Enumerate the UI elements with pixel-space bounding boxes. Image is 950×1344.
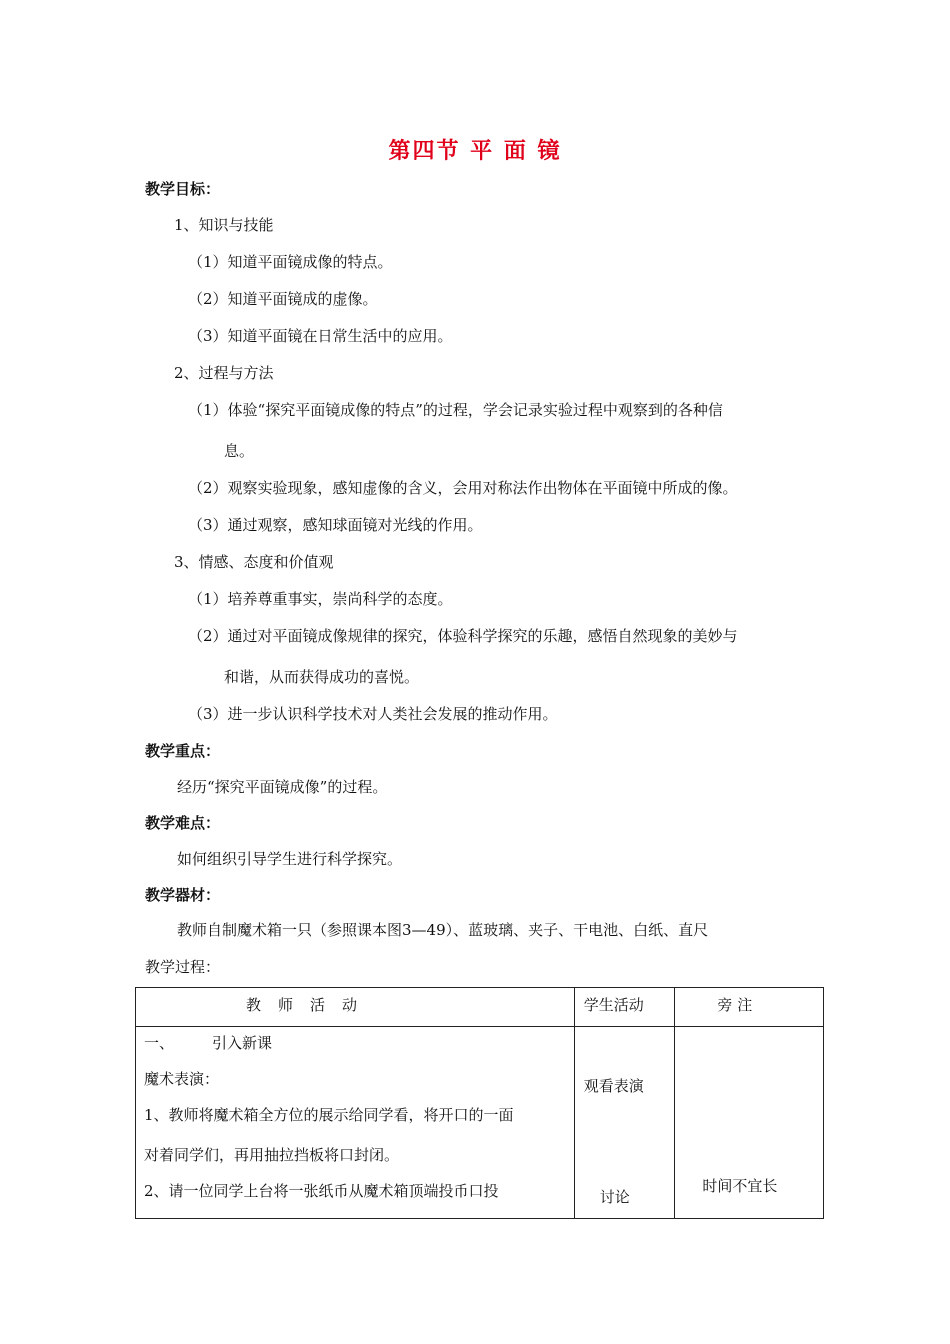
note-text: 时间不宜长 (702, 1177, 778, 1195)
process-label: 教学过程： (145, 958, 221, 976)
section1-item-2: （2）知道平面镜成的虚像。 (188, 290, 378, 308)
section3-item-3: （3）进一步认识科学技术对人类社会发展的推动作用。 (188, 705, 558, 723)
difficulty-heading: 教学难点： (145, 814, 221, 832)
section2-item-3: （3）通过观察，感知球面镜对光线的作用。 (188, 516, 483, 534)
section3-item-1: （1）培养尊重事实，崇尚科学的态度。 (188, 590, 453, 608)
section3-item-2-line1: （2）通过对平面镜成像规律的探究，体验科学探究的乐趣，感悟自然现象的美妙与 (188, 627, 738, 645)
student-activity-watch: 观看表演 (583, 1077, 644, 1095)
section1-item-1: （1）知道平面镜成像的特点。 (188, 253, 393, 271)
section-title: 引入新课 (212, 1034, 273, 1052)
section2-item-1-line1: （1）体验“探究平面镜成像的特点”的过程，学会记录实验过程中观察到的各种信 (188, 401, 723, 419)
student-activity-cell (574, 1027, 675, 1219)
teacher-line: 魔术表演： (144, 1070, 220, 1088)
page-title: 第四节 平 面 镜 (388, 138, 562, 164)
student-activity-discuss: 讨论 (599, 1188, 630, 1206)
key-point-heading: 教学重点： (145, 742, 221, 760)
teacher-line: 1、教师将魔术箱全方位的展示给同学看，将开口的一面 (144, 1106, 514, 1124)
teaching-process-table (135, 987, 824, 1219)
equipment-heading: 教学器材： (145, 886, 221, 904)
teacher-line: 对着同学们，再用抽拉挡板将口封闭。 (144, 1146, 400, 1164)
teacher-activity-cell (136, 1027, 575, 1219)
section2-heading: 2、过程与方法 (174, 364, 274, 382)
header-notes: 旁 注 (675, 988, 824, 1027)
teacher-line: 2、请一位同学上台将一张纸币从魔术箱顶端投币口投 (144, 1182, 499, 1200)
header-student-activity: 学生活动 (574, 988, 675, 1027)
section2-item-1-line2: 息。 (224, 442, 255, 460)
section2-item-2: （2）观察实验现象，感知虚像的含义，会用对称法作出物体在平面镜中所成的像。 (188, 479, 738, 497)
header-teacher-activity: 教 师 活 动 (136, 988, 575, 1027)
section1-item-3: （3）知道平面镜在日常生活中的应用。 (188, 327, 453, 345)
equipment-text: 教师自制魔术箱一只（参照课本图3—49）、蓝玻璃、夹子、干电池、白纸、直尺 (177, 921, 709, 939)
section3-heading: 3、情感、态度和价值观 (174, 553, 334, 571)
difficulty-text: 如何组织引导学生进行科学探究。 (177, 850, 403, 868)
section-number: 一、 (144, 1034, 175, 1052)
section3-item-2-line2: 和谐，从而获得成功的喜悦。 (224, 668, 420, 686)
section1-heading: 1、知识与技能 (174, 216, 274, 234)
notes-cell (675, 1027, 824, 1219)
key-point-text: 经历“探究平面镜成像”的过程。 (177, 778, 388, 796)
objectives-heading: 教学目标： (145, 180, 221, 198)
